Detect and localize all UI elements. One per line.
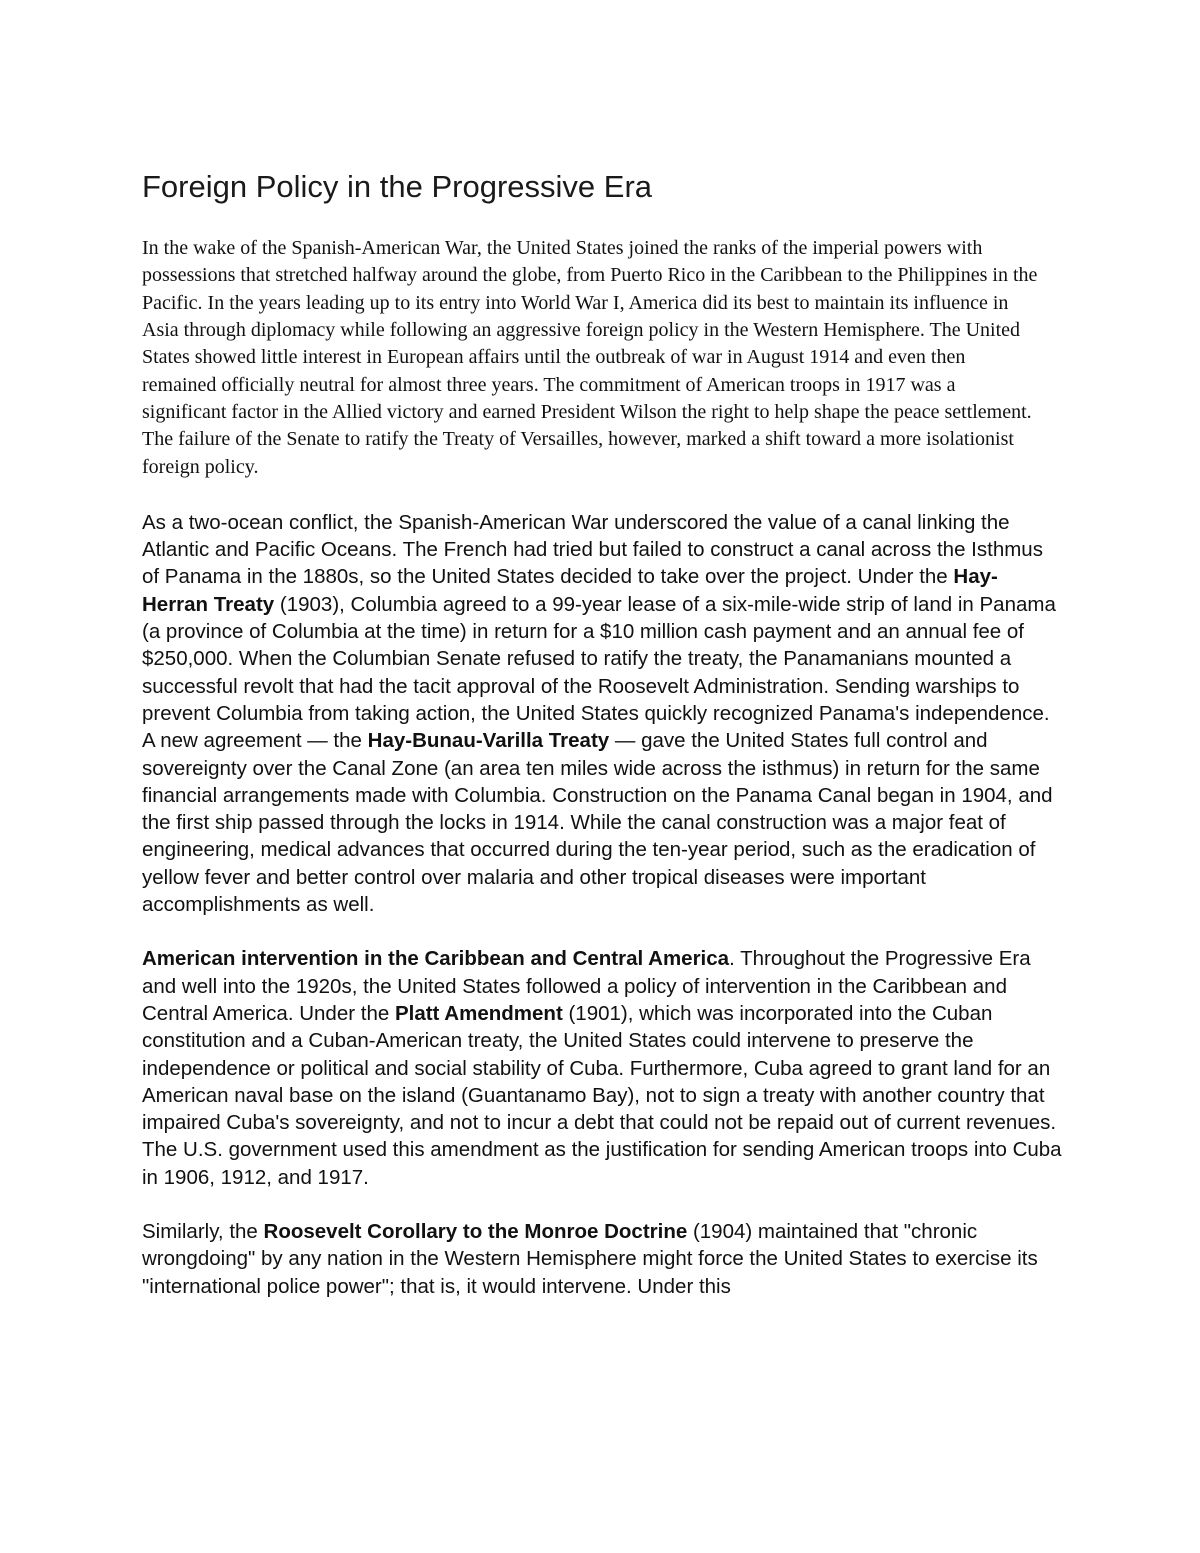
- term-hay-bunau-varilla-treaty: Hay-Bunau-Varilla Treaty: [367, 729, 610, 753]
- text-span: — gave the United States full control and sovereignty over the Canal Zone (an area ten miles wide across the isthmus) in return for the same financial arrangements made with Columbia. Construction on the Panama Canal began in 1904, and the first ship passed through the locks in 1914. While the canal construction was a major feat of engineering, medical advances that occurred during the ten-year period, such as the eradication of yellow fever and better control over malaria and other tropical diseases were important accomplishments as well.: [142, 729, 1053, 917]
- term-roosevelt-corollary: Roosevelt Corollary to the Monroe Doctrine: [263, 1219, 688, 1243]
- text-span: (1901), which was incorporated into the Cuban constitution and a Cuban-American treaty, the United States could intervene to preserve the independence or political and social stability of Cuba. Furthermore, Cuba agreed to grant land for an American naval base on the island (Guantanamo Bay), not to sign a treaty with another country that impaired Cuba's sovereignty, and not to incur a debt that could not be repaid out of current revenues. The U.S. government used this amendment as the justification for sending American troops into Cuba in 1906, 1912, and 1917.: [142, 1001, 1062, 1189]
- paragraph-panama-canal: [142, 509, 1062, 918]
- text-span: . Throughout the Progressive Era and well into the 1920s, the United States followed a policy of intervention in the Caribbean and Central America. Under the: [142, 947, 1031, 1025]
- text-span: As a two-ocean conflict, the Spanish-American War underscored the value of a canal linking the Atlantic and Pacific Oceans. The French had tried but failed to construct a canal across the Isthmus of Panama in the 1880s, so the United States decided to take over the project. Under the: [142, 510, 1043, 589]
- page-title: Foreign Policy in the Progressive Era: [142, 169, 653, 204]
- paragraph-roosevelt-corollary: [142, 1218, 1062, 1300]
- text-span: Similarly, the: [142, 1219, 264, 1243]
- term-platt-amendment: Platt Amendment: [394, 1001, 563, 1025]
- paragraph-intro: In the wake of the Spanish-American War, the United States joined the ranks of the imperial powers with possessions that stretched halfway around the globe, from Puerto Rico in the Caribbean to the Philippines in the Pacific. In the years leading up to its entry into World War I, America did its best to maintain its influence in Asia through diplomacy while following an aggressive foreign policy in the Western Hemisphere. The United States showed little interest in European affairs until the outbreak of war in August 1914 and even then remained officially neutral for almost three years. The commitment of American troops in 1917 was a significant factor in the Allied victory and earned President Wilson the right to help shape the peace settlement. The failure of the Senate to ratify the Treaty of Versailles, however, marked a shift toward a more isolationist foreign policy.: [142, 237, 1038, 478]
- text-span: (1904) maintained that "chronic wrongdoing" by any nation in the Western Hemisphere might force the United States to exercise its "international police power"; that is, it would intervene. Under this: [142, 1219, 1038, 1298]
- paragraph-caribbean-intervention: [142, 945, 1062, 1191]
- text-span: (1903), Columbia agreed to a 99-year lease of a six-mile-wide strip of land in Panama (a province of Columbia at the time) in return for a $10 million cash payment and an annual fee of $250,000. When the Columbian Senate refused to ratify the treaty, the Panamanians mounted a successful revolt that had the tacit approval of the Roosevelt Administration. Sending warships to prevent Columbia from taking action, the United States quickly recognized Panama's independence. A new agreement — the: [142, 592, 1056, 753]
- document-body: [142, 168, 1062, 1327]
- term-hay-herran-treaty: Hay-Herran Treaty: [142, 565, 998, 616]
- heading-american-intervention: American intervention in the Caribbean and Central America: [142, 947, 730, 971]
